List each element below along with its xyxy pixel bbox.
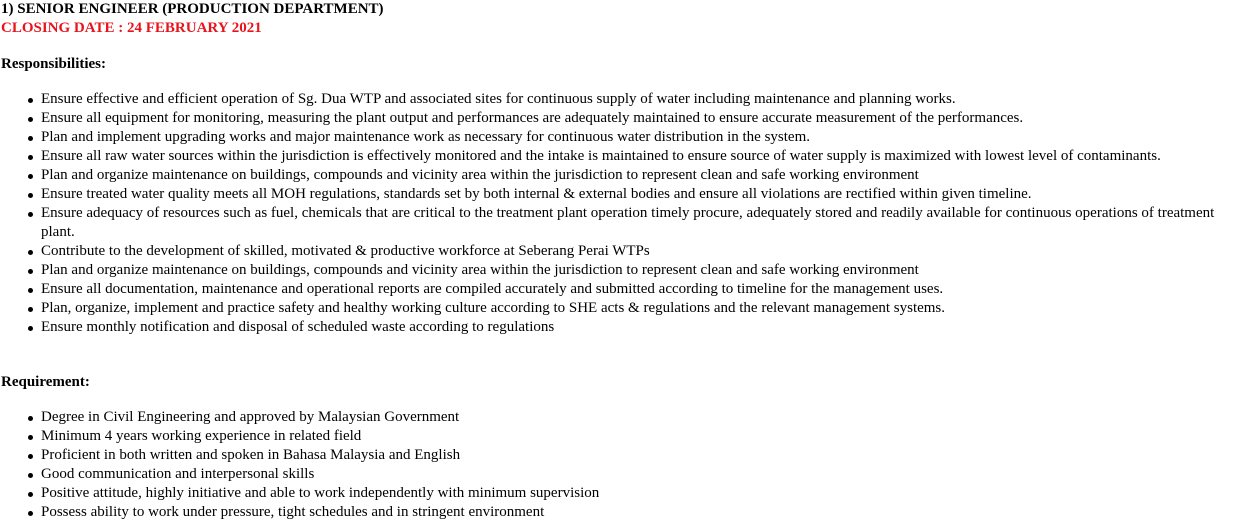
- list-item: [41, 280, 1246, 299]
- bullet-icon: [26, 261, 36, 280]
- bullet-icon: [26, 185, 36, 204]
- list-item: [41, 166, 1246, 185]
- bullet-icon: [26, 90, 36, 109]
- bullet-icon: [26, 204, 36, 223]
- list-item-text: Contribute to the development of skilled, motivated & productive workforce at Seberang Perai WTPs: [41, 243, 650, 259]
- bullet-icon: [26, 446, 36, 465]
- list-item: [41, 465, 1246, 484]
- requirement-heading: Requirement:: [1, 374, 90, 390]
- bullet-icon: [26, 318, 36, 337]
- list-item: [41, 318, 1246, 337]
- list-item: [41, 446, 1246, 465]
- list-item: [41, 299, 1246, 318]
- list-item-text: Ensure all equipment for monitoring, measuring the plant output and performances are adequately maintained to ensure accurate measurement of the performances.: [41, 110, 1024, 126]
- list-item-text: Plan and organize maintenance on buildings, compounds and vicinity area within the jurisdiction to represent clean and safe working environment: [41, 262, 919, 278]
- list-item-text: Ensure monthly notification and disposal of scheduled waste according to regulations: [41, 319, 555, 335]
- list-item: [41, 147, 1246, 166]
- list-item-text: Minimum 4 years working experience in related field: [41, 428, 362, 444]
- bullet-icon: [26, 147, 36, 166]
- bullet-icon: [26, 128, 36, 147]
- bullet-icon: [26, 503, 36, 522]
- list-item-text: Plan and implement upgrading works and major maintenance work as necessary for continuous water distribution in the system.: [41, 129, 810, 145]
- list-item: [41, 484, 1246, 503]
- list-item-text: Positive attitude, highly initiative and able to work independently with minimum supervision: [41, 485, 600, 501]
- list-item-text: Ensure treated water quality meets all MOH regulations, standards set by both internal & external bodies and ensure all violations are rectified within given timeline.: [41, 186, 1032, 202]
- bullet-icon: [26, 280, 36, 299]
- job-title: 1) SENIOR ENGINEER (PRODUCTION DEPARTMENT): [1, 1, 384, 17]
- bullet-icon: [26, 484, 36, 503]
- closing-date: CLOSING DATE : 24 FEBRUARY 2021: [1, 20, 262, 36]
- list-item-text: Plan and organize maintenance on buildings, compounds and vicinity area within the jurisdiction to represent clean and safe working environment: [41, 167, 919, 183]
- bullet-icon: [26, 242, 36, 261]
- list-item-text: Ensure adequacy of resources such as fuel, chemicals that are critical to the treatment plant operation timely procure, adequately stored and readily available for continuous operations of treatment plant.: [41, 205, 1215, 240]
- bullet-icon: [26, 299, 36, 318]
- list-item-text: Good communication and interpersonal skills: [41, 466, 315, 482]
- list-item: [41, 427, 1246, 446]
- responsibilities-list: [1, 90, 1246, 337]
- bullet-icon: [26, 465, 36, 484]
- list-item: [41, 408, 1246, 427]
- list-item-text: Proficient in both written and spoken in Bahasa Malaysia and English: [41, 447, 461, 463]
- list-item-text: Degree in Civil Engineering and approved by Malaysian Government: [41, 409, 460, 425]
- bullet-icon: [26, 109, 36, 128]
- list-item: [41, 503, 1246, 522]
- requirement-list: [1, 408, 1246, 522]
- bullet-icon: [26, 408, 36, 427]
- list-item: [41, 261, 1246, 280]
- list-item: [41, 185, 1246, 204]
- list-item: [41, 204, 1246, 242]
- responsibilities-heading: Responsibilities:: [1, 56, 107, 72]
- list-item-text: Possess ability to work under pressure, tight schedules and in stringent environment: [41, 504, 545, 520]
- list-item: [41, 109, 1246, 128]
- list-item-text: Ensure all raw water sources within the jurisdiction is effectively monitored and the intake is maintained to ensure source of water supply is maximized with lowest level of contaminants.: [41, 148, 1161, 164]
- bullet-icon: [26, 427, 36, 446]
- list-item-text: Ensure effective and efficient operation of Sg. Dua WTP and associated sites for continuous supply of water including maintenance and planning works.: [41, 91, 956, 107]
- list-item: [41, 128, 1246, 147]
- list-item: [41, 90, 1246, 109]
- list-item-text: Ensure all documentation, maintenance and operational reports are compiled accurately and submitted according to timeline for the management uses.: [41, 281, 944, 297]
- list-item-text: Plan, organize, implement and practice safety and healthy working culture according to SHE acts & regulations and the relevant management systems.: [41, 300, 946, 316]
- list-item: [41, 242, 1246, 261]
- bullet-icon: [26, 166, 36, 185]
